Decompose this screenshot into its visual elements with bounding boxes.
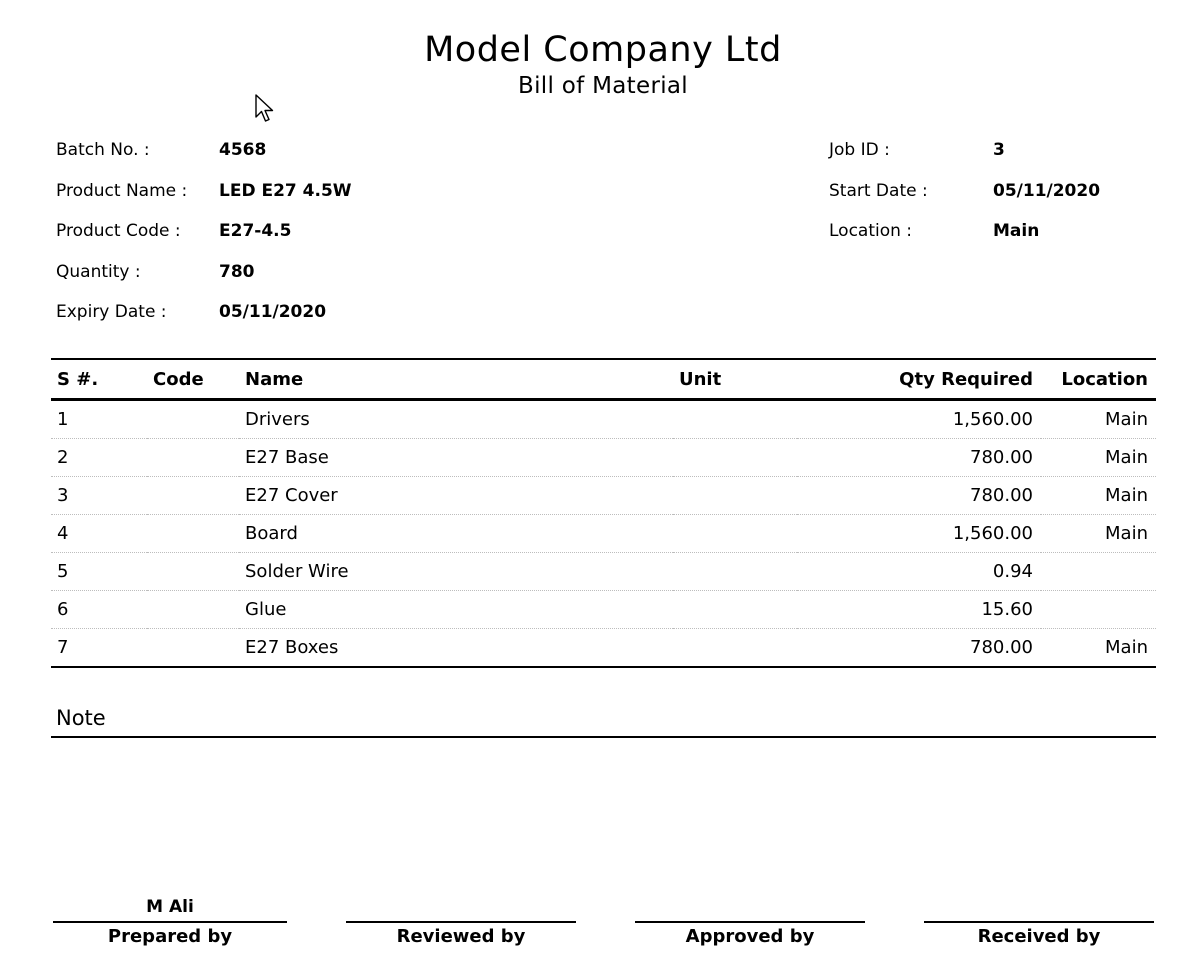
table-row bbox=[51, 477, 1156, 515]
cell-code bbox=[147, 400, 239, 439]
column-header-name: Name bbox=[239, 359, 673, 400]
cell-sn: 6 bbox=[51, 591, 147, 629]
cell-unit bbox=[673, 439, 797, 477]
document-title: Bill of Material bbox=[518, 73, 688, 99]
cell-location: Main bbox=[1041, 515, 1156, 553]
note-label: Note bbox=[56, 706, 106, 730]
cell-location: Main bbox=[1041, 439, 1156, 477]
product-name-value: LED E27 4.5W bbox=[219, 181, 352, 201]
column-header-code: Code bbox=[147, 359, 239, 400]
note-divider bbox=[51, 736, 1156, 738]
cell-qty: 15.60 bbox=[797, 591, 1041, 629]
cell-code bbox=[147, 591, 239, 629]
cell-location: Main bbox=[1041, 477, 1156, 515]
cell-qty: 780.00 bbox=[970, 637, 1033, 658]
cell-code bbox=[147, 629, 239, 668]
document-header bbox=[0, 28, 1200, 100]
cell-sn: 5 bbox=[51, 553, 147, 591]
cell-name: Glue bbox=[239, 591, 673, 629]
cell-code bbox=[147, 477, 239, 515]
signature-role: Reviewed by bbox=[396, 926, 526, 947]
location-label: Location : bbox=[829, 221, 913, 241]
signatory-name: M Ali bbox=[146, 897, 194, 917]
signature-role: Approved by bbox=[685, 926, 815, 947]
cell-sn: 7 bbox=[57, 637, 69, 658]
column-header-location: Location bbox=[1041, 359, 1156, 400]
signature-line bbox=[635, 921, 865, 923]
cell-code bbox=[147, 553, 239, 591]
cell-qty: 0.94 bbox=[797, 553, 1041, 591]
cell-unit bbox=[673, 515, 797, 553]
cell-unit bbox=[673, 629, 797, 668]
cell-location bbox=[1041, 553, 1156, 591]
cell-unit bbox=[673, 477, 797, 515]
cell-sn: 1 bbox=[51, 400, 147, 439]
cell-unit bbox=[673, 400, 797, 439]
product-code-label: Product Code : bbox=[56, 221, 181, 241]
table-row bbox=[51, 515, 1156, 553]
signature-line bbox=[924, 921, 1154, 923]
batch-no-value: 4568 bbox=[219, 140, 267, 160]
signatory-name bbox=[924, 896, 1154, 918]
cell-qty: 1,560.00 bbox=[797, 400, 1041, 439]
signatory-name bbox=[635, 896, 865, 918]
cell-name: Board bbox=[239, 515, 673, 553]
signature-prepared-by bbox=[53, 896, 287, 947]
cell-qty: 780.00 bbox=[797, 477, 1041, 515]
product-code-value: E27-4.5 bbox=[219, 221, 292, 241]
quantity-label: Quantity : bbox=[56, 262, 141, 282]
mouse-pointer-icon bbox=[255, 94, 277, 124]
cell-sn: 2 bbox=[51, 439, 147, 477]
job-id-label: Job ID : bbox=[829, 140, 890, 160]
signature-role: Received by bbox=[977, 926, 1101, 947]
cell-location: Main bbox=[1041, 400, 1156, 439]
cell-sn: 3 bbox=[51, 477, 147, 515]
cell-location bbox=[1041, 591, 1156, 629]
signature-reviewed-by bbox=[346, 896, 576, 947]
table-header-row bbox=[51, 359, 1156, 400]
signature-approved-by bbox=[635, 896, 865, 947]
materials-table bbox=[51, 358, 1156, 668]
expiry-date-value: 05/11/2020 bbox=[219, 302, 327, 322]
table-row bbox=[51, 629, 1156, 668]
start-date-value: 05/11/2020 bbox=[993, 181, 1101, 201]
company-name: Model Company Ltd bbox=[424, 30, 782, 70]
cell-name: Drivers bbox=[239, 400, 673, 439]
cell-name: E27 Boxes bbox=[245, 637, 339, 658]
signature-received-by bbox=[924, 896, 1154, 947]
batch-no-label: Batch No. : bbox=[56, 140, 150, 160]
start-date-label: Start Date : bbox=[829, 181, 928, 201]
column-header-unit: Unit bbox=[673, 359, 797, 400]
cell-sn: 4 bbox=[51, 515, 147, 553]
signature-line bbox=[346, 921, 576, 923]
table-row bbox=[51, 553, 1156, 591]
table-row bbox=[51, 400, 1156, 439]
product-name-label: Product Name : bbox=[56, 181, 188, 201]
cell-name: Solder Wire bbox=[239, 553, 673, 591]
cell-code bbox=[147, 515, 239, 553]
table-row bbox=[51, 439, 1156, 477]
cell-qty: 780.00 bbox=[797, 439, 1041, 477]
signatory-name bbox=[346, 896, 576, 918]
job-id-value: 3 bbox=[993, 140, 1005, 160]
expiry-date-label: Expiry Date : bbox=[56, 302, 167, 322]
column-header-sn: S #. bbox=[51, 359, 147, 400]
cell-qty: 1,560.00 bbox=[797, 515, 1041, 553]
cell-unit bbox=[673, 553, 797, 591]
quantity-value: 780 bbox=[219, 262, 255, 282]
table-row bbox=[51, 591, 1156, 629]
location-value: Main bbox=[993, 221, 1040, 241]
cell-name: E27 Base bbox=[239, 439, 673, 477]
cell-name: E27 Cover bbox=[239, 477, 673, 515]
cell-location: Main bbox=[1105, 637, 1148, 658]
signature-line bbox=[53, 921, 287, 923]
column-header-qty-required: Qty Required bbox=[797, 359, 1041, 400]
cell-code bbox=[147, 439, 239, 477]
signature-role: Prepared by bbox=[107, 926, 233, 947]
cell-unit bbox=[673, 591, 797, 629]
